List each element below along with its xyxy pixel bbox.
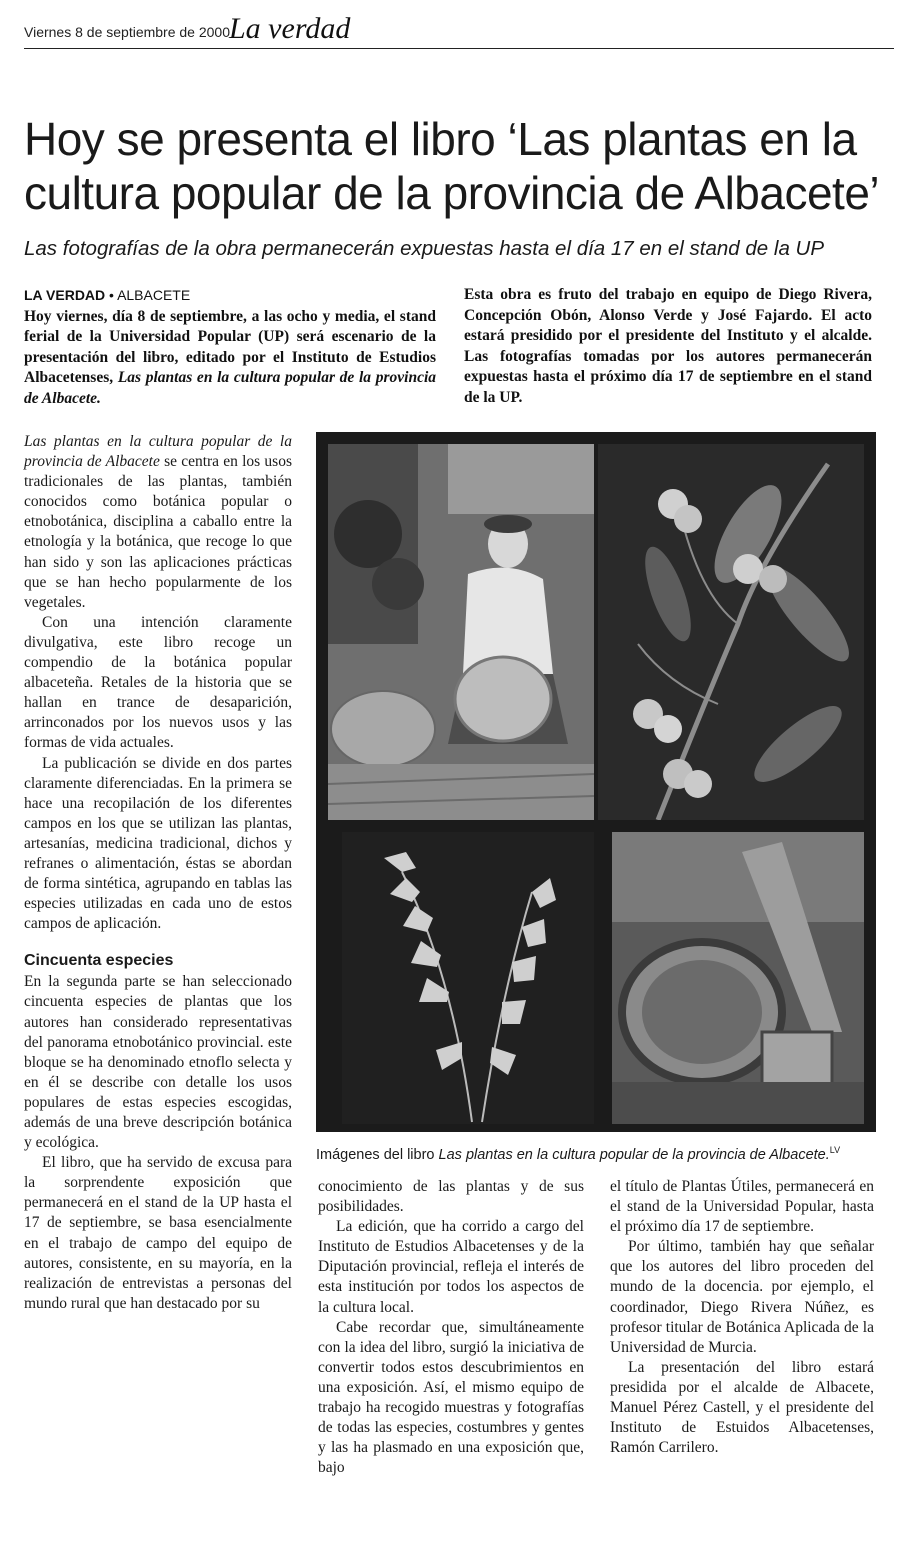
lead-text-part2: Esta obra es fruto del trabajo en equipo de Diego Rivera, Concepción Obón, Alonso Verde y José Fajardo. El acto estará presidido por el presidente del Instituto y el alcalde. Las fotografías tomadas por los autores permanecerán expuestas hasta el próximo día 17 de septiembre en el stand de la UP. <box>464 286 872 406</box>
byline-location: ALBACETE <box>117 287 191 303</box>
paragraph: Por último, también hay que señalar que los autores del libro proceden del mundo de la docencia. por ejemplo, el coordinador, Diego Rivera Núñez, es profesor titular de Botánica Aplicada de la Universidad de Murcia. <box>610 1238 874 1356</box>
basket-illustration <box>612 832 864 1124</box>
photo-fern-leaves <box>342 832 594 1124</box>
cherry-branch-illustration <box>598 444 864 820</box>
subheadline: Las fotografías de la obra permanecerán expuestas hasta el día 17 en el stand de la UP <box>24 237 825 260</box>
book-title-inline: Las plantas en la cultura popular de la provincia de Albacete <box>24 433 292 471</box>
byline-source: LA VERDAD <box>24 287 106 303</box>
lead-column-left <box>24 285 436 409</box>
paragraph: Las plantas en la cultura popular de la provincia de Albacete se centra en los usos tradicionales de las plantas, también conocidos como botánica popular o etnobotánica, disciplina a caballo entre la etnología y la botánica, que recoge lo que han sido y son las aplicaciones prácticas que se han hecho popularmente de los vegetales. <box>24 433 292 611</box>
craftsman-illustration <box>328 444 594 820</box>
byline: LA VERDAD • ALBACETE <box>24 287 191 303</box>
photo-cherry-branch <box>598 444 864 820</box>
photo-craftsman-weaving <box>328 444 594 820</box>
lead-book-title: Las plantas en la cultura popular de la provincia de Albacete. <box>24 369 436 407</box>
paragraph: La presentación del libro estará presidida por el alcalde de Albacete, Manuel Pérez Castell, y el presidente del Instituto de Estuidos Albacetenses, Ramón Carrilero. <box>610 1358 874 1457</box>
photo-credit: LV <box>829 1145 841 1155</box>
lead-column-right <box>464 285 872 408</box>
paragraph: conocimiento de las plantas y de sus posibilidades. <box>318 1178 584 1216</box>
newspaper-logo: La verdad <box>229 12 351 45</box>
lead-text-part1: Hoy viernes, día 8 de septiembre, a las ocho y media, el stand ferial de la Universidad Popular (UP) será escenario de la presentación del libro, editado por el Instituto de Estudios Albacetenses, <box>24 307 436 386</box>
photo-basket-broom <box>612 832 864 1124</box>
paragraph: En la segunda parte se han seleccionado cincuenta especies de plantas que los autores han considerado representativas del panorama etnobotánico provincial. este bloque se ha denominado etnoflo selecta y en él se describe con detalle los usos populares de estas especies escogidas, además de una breve descripción botánica y ecológica. <box>24 973 292 1152</box>
headline: Hoy se presenta el libro ‘Las plantas en la cultura popular de la provincia de Albacete’ <box>24 113 880 219</box>
caption-prefix: Imágenes del libro <box>316 1146 435 1163</box>
section-subtitle: Cincuenta especies <box>24 952 174 970</box>
paragraph: Cabe recordar que, simultáneamente con la idea del libro, surgió la iniciativa de convertir todos estos descubrimientos en una exposición. Así, el mismo equipo de trabajo ha recogido muestras y fotografías de todas las especies, costumbres y gentes y las ha plasmado en una exposición que, bajo <box>318 1318 584 1477</box>
paragraph: La publicación se divide en dos partes claramente diferenciadas. En la primera se hace una recopilación de los diferentes campos en los que se utilizan las plantas, artesanías, medicina tradicional, dichos y refranes o alimentación, éstas se abordan de forma sintética, agrupando en tablas las especies utilizadas en cada uno de estos campos de aplicación. <box>24 754 292 933</box>
paragraph: El libro, que ha servido de excusa para la sorprendente exposición que permanecerá en el stand de la UP hasta el 17 de septiembre, se basa esencialmente en el trabajo de campo del equipo de autores, consistente, en su mayoría, en la realización de entrevistas a personas del mundo rural que han destacado por su <box>24 1154 292 1312</box>
masthead <box>24 14 894 49</box>
body-column-3 <box>610 1177 874 1458</box>
body-column-1 <box>24 432 292 1314</box>
paragraph: La edición, que ha corrido a cargo del Instituto de Estudios Albacetenses y de la Diputación provincial, refleja el interés de esta institución por todos los aspectos de la cultura local. <box>318 1218 584 1316</box>
caption-book-title: Las plantas en la cultura popular de la provincia de Albacete. <box>438 1146 830 1163</box>
body-column-2 <box>318 1177 584 1478</box>
paragraph: el título de Plantas Útiles, permanecerá en el stand de la Universidad Popular, hasta el próximo día 17 de septiembre. <box>610 1178 874 1236</box>
paragraph: Con una intención claramente divulgativa, este libro recoge un compendio de la botánica popular albaceteña. Retales de la historia que se hallan en trance de desaparición, arrinconados por los nuevos usos y las formas de vida actuales. <box>24 613 292 752</box>
issue-date: Viernes 8 de septiembre de 2000 <box>24 24 230 40</box>
photo-collage <box>316 432 876 1132</box>
photo-caption <box>316 1140 896 1165</box>
fern-illustration <box>342 832 594 1124</box>
